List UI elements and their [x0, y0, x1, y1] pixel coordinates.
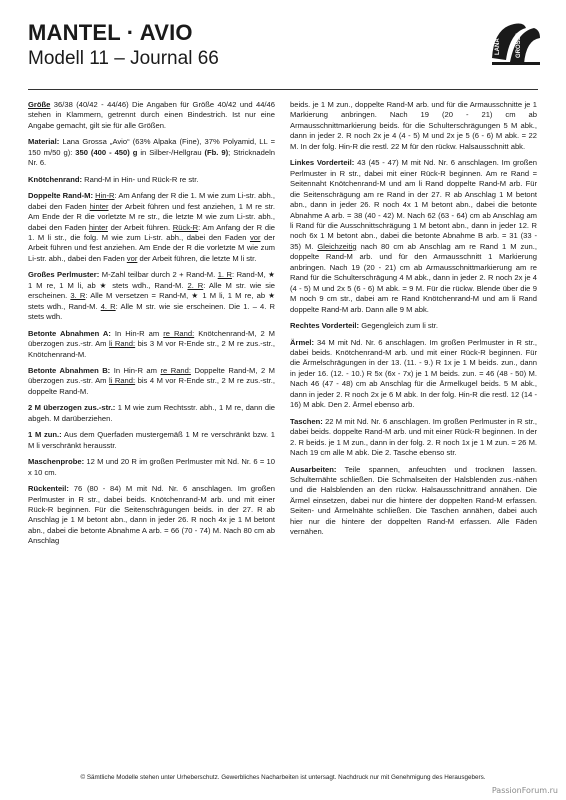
section-knoetchenrand: Knötchenrand: Rand-M in Hin- und Rück-R re str. — [28, 174, 199, 184]
section-rueckenteil: Rückenteil: 76 (80 - 84) M mit Nd. Nr. 6 anschlagen. Im großen Perlmuster in R str., dabei beids. Knötchenrand-M arb. und mit einer Rück-R beginnen. Für die Seitenschrägungen beids. in der 27. R ab Anschlag je 1 M betont abn., dann in jeder 26. R noch 4x je 1 M betont abn., dabei die betonte Abnahme A arb. = 66 (70 - 74) M. Nach 80 cm ab Anschlag — [28, 484, 275, 546]
section-aermel: Ärmel: 34 M mit Nd. Nr. 6 anschlagen. Im großen Perlmuster in R str., dabei beids. Knötchenrand-M arb. und mit einer Rück-R beginnen. Für die Ärmelschrägungen in der 13. (11. - 9.) R 1x je 1 M beids. zun., dann in jeder 16. (12. - 10.) R 5x (6x - 7x) je 1 M beids. zun. = 46 (48 - 50) M. Nach 46 (47 - 48) cm ab Anschlag für die Ärmelkugel beids. 5 M abk., dann in jeder 2. R noch 2x je 6 M abk. In der folg. Hin-R die restl. 12 (14 - 16) M abk. Den 2. Ärmel ebenso arb. — [290, 337, 537, 410]
watermark: PassionForum.ru — [491, 786, 558, 795]
section-abnahmen-b: Betonte Abnahmen B: In Hin-R am re Rand: Doppelte Rand-M, 2 M überzogen zus.-str. Am li Rand: bis 4 M vor R-Ende str., 2 M re zus.-str., doppelte Rand-M. — [28, 365, 275, 396]
section-ueberzogen: 2 M überzogen zus.-str.: 1 M wie zum Rechtsstr. abh., 1 M re, dann die abgeh. M darüberziehen. — [28, 403, 275, 423]
section-rueckenteil-cont: beids. je 1 M zun., doppelte Rand-M arb. und für die Armausschnitte je 1 Markierung anbringen. Nach 19 (20 - 21) cm ab Armausschnittmarkierung beids. für die Schulterschrägungen 5 M abk., dann in jeder 2. R noch 2x je 4 (4 - 5) M und 2x je 5 (6 - 6) M abk. = 22 M. In der folg. Hin-R die restl. 22 M für den rückw. Halsausschnitt abk. — [290, 100, 537, 151]
svg-text:GROSSA: GROSSA — [516, 31, 522, 58]
svg-text:LANA: LANA — [495, 38, 501, 55]
section-ausarbeiten: Ausarbeiten: Teile spannen, anfeuchten und trocknen lassen. Schulternähte schließen. Die Schmalseiten der Halsblenden zus.-nähen und die Halsblenden an den rückw. Halsausschnittrand annähen. Die Ärmel einsetzen, dabei nur die hintere der doppelten Rand-M erfassen. Seiten- und Ärmelnähte schließen. Die Taschen annähen, dabei auch hier nur die hintere der doppelten Rand-M erfassen. Alle Fäden vernähen. — [290, 464, 537, 537]
section-zunahme: 1 M zun.: Aus dem Querfaden mustergemäß 1 M re verschränkt bzw. 1 M li verschränkt herausstr. — [28, 430, 276, 450]
section-doppelte-rand-m: Doppelte Rand-M: Hin-R: Am Anfang der R die 1. M wie zum Li-str. abh., dabei den Faden hinter der Arbeit führen und fest anziehen, 1 M re str. Am Ende der R die vorletzte M re str., die letzte M wie zum Li-str. abh., dabei den Faden hinter der Arbeit führen. Rück-R: Am Anfang der R die 1. M li str., die folg. M wie zum Li-str. abh., dabei den Faden vor der Arbeit führen und fest anziehen. Am Ende der R die vorletzte M wie zum Li-str. abh., dabei den Faden vor der Arbeit führen, die letzte M li str. — [28, 191, 275, 263]
right-column — [290, 100, 537, 544]
copyright-footer: © Sämtliche Modelle stehen unter Urheberschutz. Gewerbliches Nacharbeiten ist untersagt. Nachdruck nur mit Genehmigung des Herausgebers. — [80, 774, 486, 781]
lana-grossa-logo — [490, 18, 542, 72]
section-taschen: Taschen: 22 M mit Nd. Nr. 6 anschlagen. Im großen Perlmuster in R str., dabei beids. doppelte Rand-M arb. und mit einer Rück-R beginnen. In der 2. R beids. je 1 M zun., dann in der folg. 2. R noch 1x je 1 M zun. = 26 M. Nach 19 cm alle M abk. Die 2. Tasche ebenso str. — [290, 416, 537, 458]
section-linkes-vorderteil: Linkes Vorderteil: 43 (45 - 47) M mit Nd. Nr. 6 anschlagen. Im großen Perlmuster in R str., dabei mit einer Rück-R beginnen. Am re Rand = Seitennaht Knötchenrand-M und am li Rand doppelte Rand-M arb. Für die Seitenschrägung am re Rand in der 27. R ab Anschlag 1 M betont abn., dann in jeder 26. R noch 4x 1 M betont abn., dabei die betonte Abnahme A arb. = 38 (40 - 42) M. Nach 62 (63 - 64) cm ab Anschlag am li Rand für die Ausschnittschrägung 1 M betont abn., dann in jeder 12. R noch 6x 1 M betont abn., dabei die betonte Abnahme B arb. = 31 (33 - 35) M. Gleichzeitig nach 80 cm ab Anschlag am re Rand 1 M zun., doppelte Rand-M arb. und für den Armausschnitt 1 Markierung anbringen. Nach 19 (20 - 21) cm ab Armausschnittmarkierung am re Rand für die Schulterschrägung 4 M abk., dann in jeder 2. R noch 2x je 4 (4 - 5) M und 2x 5 (6 - 6) M abk. = 9 M. Für die rückw. Blende über die 9 M noch 9 cm str., dabei am re Rand Knötchenrand-M und am li Rand doppelte Rand-M arb. Dann alle 9 M abk. — [290, 158, 537, 314]
page-subtitle: Modell 11 – Journal 66 — [28, 48, 219, 69]
section-rechtes-vorderteil: Rechtes Vorderteil: Gegengleich zum li str. — [290, 321, 439, 331]
left-column — [28, 100, 275, 553]
section-material: Material: Lana Grossa „Avio“ (63% Alpaka (Fine), 37% Polyamid, LL = 150 m/50 g): 350 (400 - 450) g in Silber-/Hellgrau (Fb. 9); Stricknadeln Nr. 6. — [28, 137, 275, 168]
section-perlmuster: Großes Perlmuster: M-Zahl teilbar durch 2 + Rand-M. 1. R: Rand-M, ★ 1 M re, 1 M li, ab ★ stets wdh., Rand-M. 2. R: Alle M str. wie sie erscheinen. 3. R: Alle M versetzen = Rand-M, ★ 1 M li, 1 M re, ab ★ stets wdh., Rand-M. 4. R: Alle M str. wie sie erscheinen. Die 1. – 4. R stets wdh. — [28, 270, 276, 322]
header-divider — [28, 89, 538, 90]
section-groesse: Größe 36/38 (40/42 - 44/46) Die Angaben für Größe 40/42 und 44/46 stehen in Klammern, getrennt durch einen Bindestrich. Ist nur eine Angabe gemacht, gilt sie für alle Größen. — [28, 100, 275, 130]
page-title: MANTEL · AVIO — [28, 20, 193, 45]
section-maschenprobe: Maschenprobe: 12 M und 20 R im großen Perlmuster mit Nd. Nr. 6 = 10 x 10 cm. — [28, 457, 275, 477]
section-abnahmen-a: Betonte Abnahmen A: In Hin-R am re Rand: Knötchenrand-M, 2 M überzogen zus.-str. Am li Rand: bis 3 M vor R-Ende str., 2 M re zus.-str., Knötchenrand-M. — [28, 328, 275, 359]
